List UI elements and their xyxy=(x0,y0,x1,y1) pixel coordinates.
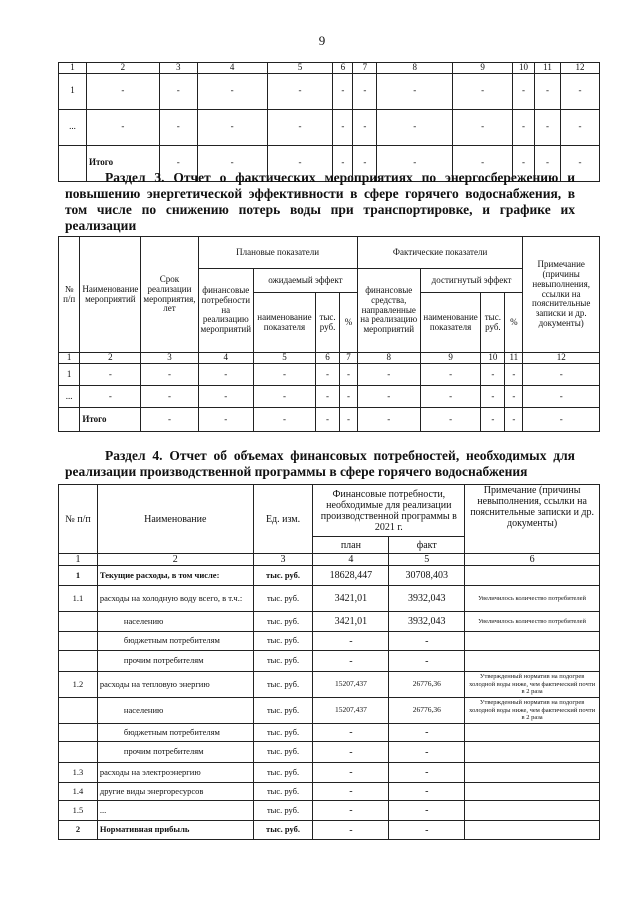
table-cell: - xyxy=(340,386,358,408)
table-row xyxy=(59,651,600,672)
column-index-cell: 9 xyxy=(420,353,481,364)
table-row xyxy=(59,566,600,586)
row-fact-value: 30708,403 xyxy=(389,566,465,586)
row-note xyxy=(465,632,600,651)
column-index-cell: 8 xyxy=(357,353,420,364)
row-plan-value: - xyxy=(313,632,389,651)
row-unit: тыс. руб. xyxy=(253,742,313,763)
row-note: Утвержденный норматив на подогрев холодной воды ниже, чем фактический почти в 2 раза xyxy=(465,672,600,698)
row-plan-value: - xyxy=(313,651,389,672)
row-name: Текущие расходы, в том числе: xyxy=(97,566,253,586)
row-fact-value: - xyxy=(389,763,465,783)
table-cell: - xyxy=(535,145,561,181)
table-cell: - xyxy=(453,145,513,181)
row-note xyxy=(465,724,600,742)
row-number xyxy=(59,742,98,763)
table-cell: - xyxy=(357,386,420,408)
table-row xyxy=(59,586,600,612)
row-number xyxy=(59,632,98,651)
table-row xyxy=(59,698,600,724)
row-name: другие виды энергоресурсов xyxy=(97,783,253,801)
top-header-cell: 6 xyxy=(333,63,353,74)
row-number: 1.1 xyxy=(59,586,98,612)
row-note xyxy=(465,566,600,586)
s3-header-rub: тыс. руб. xyxy=(315,293,339,353)
row-fact-value: 3932,043 xyxy=(389,612,465,632)
column-index-cell: 6 xyxy=(315,353,339,364)
row-note xyxy=(465,763,600,783)
row-unit: тыс. руб. xyxy=(253,632,313,651)
table-cell: - xyxy=(315,386,339,408)
s3-header-num: № п/п xyxy=(59,237,80,353)
column-index-cell: 2 xyxy=(80,353,141,364)
table-cell: - xyxy=(198,364,254,386)
table-cell: - xyxy=(333,73,353,109)
table-cell: - xyxy=(505,364,523,386)
row-plan-value: 18628,447 xyxy=(313,566,389,586)
row-note xyxy=(465,783,600,801)
row-note xyxy=(465,651,600,672)
row-plan-value: 15207,437 xyxy=(313,698,389,724)
row-unit: тыс. руб. xyxy=(253,586,313,612)
table-cell: - xyxy=(333,145,353,181)
column-index-cell: 4 xyxy=(313,554,389,566)
row-name: расходы на электроэнергию xyxy=(97,763,253,783)
table-cell: - xyxy=(159,73,197,109)
table-cell: - xyxy=(523,408,600,432)
row-unit: тыс. руб. xyxy=(253,783,313,801)
table-cell: - xyxy=(340,364,358,386)
table-cell: - xyxy=(505,408,523,432)
table-cell: - xyxy=(353,109,377,145)
row-name: бюджетным потребителям xyxy=(97,632,253,651)
s4-header-name: Наименование xyxy=(97,485,253,554)
column-index-cell: 6 xyxy=(465,554,600,566)
row-fact-value: - xyxy=(389,783,465,801)
row-plan-value: - xyxy=(313,801,389,821)
row-fact-value: - xyxy=(389,724,465,742)
table-cell: - xyxy=(159,145,197,181)
table-cell: - xyxy=(197,109,267,145)
column-index-cell: 3 xyxy=(253,554,313,566)
table-cell: - xyxy=(535,109,561,145)
row-unit: тыс. руб. xyxy=(253,566,313,586)
table-cell: - xyxy=(198,408,254,432)
table-cell: - xyxy=(353,145,377,181)
table-cell: - xyxy=(267,73,333,109)
row-note: Увеличилось количество потребителей xyxy=(465,612,600,632)
table-row xyxy=(59,672,600,698)
row-note xyxy=(465,821,600,840)
row-unit: тыс. руб. xyxy=(253,672,313,698)
row-plan-value: - xyxy=(313,763,389,783)
s3-header-achieved: достигнутый эффект xyxy=(420,269,523,293)
table-row xyxy=(59,821,600,840)
row-name: населению xyxy=(97,698,253,724)
section3-table xyxy=(58,236,600,432)
table-cell: - xyxy=(141,386,198,408)
page-number: 9 xyxy=(318,33,326,48)
column-index-cell: 7 xyxy=(340,353,358,364)
s3-header-note: Примечание (причины невыполнения, ссылки на пояснительные записки и др. документы) xyxy=(523,237,600,353)
table-cell: - xyxy=(481,386,505,408)
section4-title: Раздел 4. Отчет об объемах финансовых потребностей, необходимых для реализации производственной программы в сфере горячего водоснабжения xyxy=(65,448,575,479)
column-index-cell: 4 xyxy=(198,353,254,364)
row-number xyxy=(59,612,98,632)
table-cell: ... xyxy=(59,386,80,408)
top-header-cell: 3 xyxy=(159,63,197,74)
table-cell: - xyxy=(420,408,481,432)
s4-header-unit: Ед. изм. xyxy=(253,485,313,554)
table-cell: - xyxy=(453,73,513,109)
table-row xyxy=(59,612,600,632)
table-cell: - xyxy=(80,386,141,408)
row-plan-value: - xyxy=(313,742,389,763)
top-header-cell: 8 xyxy=(377,63,453,74)
row-number: 1.3 xyxy=(59,763,98,783)
table-cell: - xyxy=(377,73,453,109)
row-number: 1 xyxy=(59,566,98,586)
table-cell: - xyxy=(315,408,339,432)
table-cell: - xyxy=(340,408,358,432)
row-name: прочим потребителям xyxy=(97,651,253,672)
table-cell: - xyxy=(197,73,267,109)
s4-header-fin: Финансовые потребности, необходимые для реализации производственной программы в 2021 г. xyxy=(313,485,465,537)
table-cell: Итого xyxy=(80,408,141,432)
table-cell: - xyxy=(523,386,600,408)
column-index-cell: 1 xyxy=(59,554,98,566)
s4-header-num: № п/п xyxy=(59,485,98,554)
table-row xyxy=(59,724,600,742)
table-cell: - xyxy=(560,73,599,109)
table-row xyxy=(59,783,600,801)
table-cell: - xyxy=(513,145,535,181)
top-header-cell: 9 xyxy=(453,63,513,74)
row-plan-value: 15207,437 xyxy=(313,672,389,698)
table-cell: 1 xyxy=(59,73,87,109)
column-index-cell: 12 xyxy=(523,353,600,364)
table-cell: - xyxy=(535,73,561,109)
table-cell: - xyxy=(560,145,599,181)
row-unit: тыс. руб. xyxy=(253,724,313,742)
row-unit: тыс. руб. xyxy=(253,821,313,840)
row-fact-value: 3932,043 xyxy=(389,586,465,612)
column-index-cell: 11 xyxy=(505,353,523,364)
section4-table xyxy=(58,484,600,840)
row-plan-value: - xyxy=(313,724,389,742)
table-cell: - xyxy=(420,386,481,408)
table-cell: - xyxy=(267,109,333,145)
row-plan-value: - xyxy=(313,783,389,801)
row-number: 1.5 xyxy=(59,801,98,821)
table-cell: - xyxy=(86,109,159,145)
table-cell: - xyxy=(377,109,453,145)
top-header-cell: 7 xyxy=(353,63,377,74)
row-name: населению xyxy=(97,612,253,632)
s3-header-pct: % xyxy=(340,293,358,353)
row-unit: тыс. руб. xyxy=(253,651,313,672)
s3-header-name: Наименование мероприятий xyxy=(80,237,141,353)
row-unit: тыс. руб. xyxy=(253,763,313,783)
s3-header-plan: Плановые показатели xyxy=(198,237,357,269)
row-name: ... xyxy=(97,801,253,821)
row-name: прочим потребителям xyxy=(97,742,253,763)
table-cell: - xyxy=(353,73,377,109)
row-number: 1.2 xyxy=(59,672,98,698)
table-cell: - xyxy=(159,109,197,145)
section3-title: Раздел 3. Отчет о фактических мероприятиях по энергосбережению и повышению энергетической эффективности в сфере горячего водоснабжения, в том числе по снижению потерь воды при транспортировке, и графике их реализации xyxy=(65,170,575,233)
s3-header-fact-fin: финансовые средства, направленные на реализацию мероприятий xyxy=(357,269,420,353)
row-note: Увеличилось количество потребителей xyxy=(465,586,600,612)
column-index-cell: 3 xyxy=(141,353,198,364)
s4-header-note: Примечание (причины невыполнения, ссылки на пояснительные записки и др. документы) xyxy=(465,485,600,554)
s3-header-plan-fin: финансовые потребности на реализацию мероприятий xyxy=(198,269,254,353)
s3-header-pct-2: % xyxy=(505,293,523,353)
table-cell: - xyxy=(453,109,513,145)
s4-header-plan: план xyxy=(313,537,389,554)
row-unit: тыс. руб. xyxy=(253,698,313,724)
s3-header-expected: ожидаемый эффект xyxy=(254,269,358,293)
table-cell: - xyxy=(141,364,198,386)
row-number: 2 xyxy=(59,821,98,840)
row-name: расходы на холодную воду всего, в т.ч.: xyxy=(97,586,253,612)
row-fact-value: - xyxy=(389,742,465,763)
top-header-cell: 10 xyxy=(513,63,535,74)
table-row xyxy=(59,73,600,109)
row-fact-value: - xyxy=(389,821,465,840)
table-cell: - xyxy=(333,109,353,145)
column-index-cell: 2 xyxy=(97,554,253,566)
top-header-cell: 2 xyxy=(86,63,159,74)
top-header-cell: 11 xyxy=(535,63,561,74)
table-row xyxy=(59,632,600,651)
table-cell: - xyxy=(481,364,505,386)
table-cell xyxy=(59,408,80,432)
row-fact-value: 26776,36 xyxy=(389,672,465,698)
row-name: бюджетным потребителям xyxy=(97,724,253,742)
table-cell: - xyxy=(513,109,535,145)
table-cell: - xyxy=(523,364,600,386)
row-plan-value: 3421,01 xyxy=(313,612,389,632)
row-unit: тыс. руб. xyxy=(253,612,313,632)
top-header-cell: 5 xyxy=(267,63,333,74)
table-row xyxy=(59,364,600,386)
row-note xyxy=(465,801,600,821)
table-cell: - xyxy=(254,386,316,408)
table-cell: Итого xyxy=(86,145,159,181)
row-name: Нормативная прибыль xyxy=(97,821,253,840)
table-row xyxy=(59,386,600,408)
table-cell: - xyxy=(357,364,420,386)
s3-header-ind-name: наименование показателя xyxy=(254,293,316,353)
s3-header-rub-2: тыс. руб. xyxy=(481,293,505,353)
table-cell: - xyxy=(357,408,420,432)
table-row xyxy=(59,109,600,145)
row-note: Утвержденный норматив на подогрев холодной воды ниже, чем фактический почти в 2 раза xyxy=(465,698,600,724)
row-fact-value: - xyxy=(389,632,465,651)
table-cell: - xyxy=(315,364,339,386)
table-cell: - xyxy=(141,408,198,432)
table-cell: - xyxy=(80,364,141,386)
table-cell: - xyxy=(377,145,453,181)
row-fact-value: - xyxy=(389,801,465,821)
table-row xyxy=(59,763,600,783)
table-cell: - xyxy=(481,408,505,432)
table-cell: - xyxy=(505,386,523,408)
table-cell: - xyxy=(86,73,159,109)
table-cell: - xyxy=(513,73,535,109)
row-plan-value: 3421,01 xyxy=(313,586,389,612)
s4-header-fact: факт xyxy=(389,537,465,554)
row-name: расходы на тепловую энергию xyxy=(97,672,253,698)
top-header-cell: 1 xyxy=(59,63,87,74)
table-row xyxy=(59,801,600,821)
top-header-cell: 12 xyxy=(560,63,599,74)
row-number xyxy=(59,651,98,672)
table-cell: - xyxy=(254,408,316,432)
table-cell: 1 xyxy=(59,364,80,386)
column-index-cell: 5 xyxy=(254,353,316,364)
table-row xyxy=(59,408,600,432)
table-cell: - xyxy=(254,364,316,386)
table-cell: ... xyxy=(59,109,87,145)
row-fact-value: - xyxy=(389,651,465,672)
table-cell: - xyxy=(198,386,254,408)
column-index-cell: 10 xyxy=(481,353,505,364)
s3-header-ind-name-2: наименование показателя xyxy=(420,293,481,353)
table-row xyxy=(59,742,600,763)
row-plan-value: - xyxy=(313,821,389,840)
row-number xyxy=(59,698,98,724)
top-table xyxy=(58,62,600,182)
table-cell: - xyxy=(197,145,267,181)
table-cell: - xyxy=(560,109,599,145)
row-number: 1.4 xyxy=(59,783,98,801)
s3-header-term: Срок реализации мероприятия, лет xyxy=(141,237,198,353)
column-index-cell: 1 xyxy=(59,353,80,364)
row-number xyxy=(59,724,98,742)
column-index-cell: 5 xyxy=(389,554,465,566)
table-cell: - xyxy=(420,364,481,386)
s3-header-fact: Фактические показатели xyxy=(357,237,523,269)
row-unit: тыс. руб. xyxy=(253,801,313,821)
table-cell: - xyxy=(267,145,333,181)
row-fact-value: 26776,36 xyxy=(389,698,465,724)
row-note xyxy=(465,742,600,763)
top-header-cell: 4 xyxy=(197,63,267,74)
